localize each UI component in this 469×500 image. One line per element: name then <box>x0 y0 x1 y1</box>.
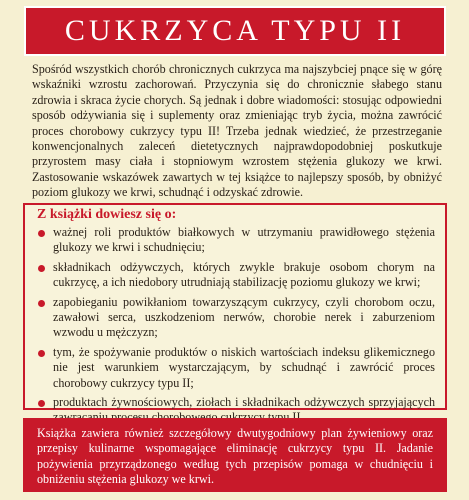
list-item-text: zapobieganiu powikłaniom towarzyszącym cukrzycy, czyli chorobom oczu, zawałowi serca, uszkodzeniom nerwów, chorobie nerek i zaburzeniom wzwodu u mężczyzn; <box>53 294 435 340</box>
learn-list <box>37 225 435 426</box>
bullet-icon <box>38 265 45 272</box>
bullet-icon <box>38 230 45 237</box>
list-item <box>37 295 435 341</box>
learn-box <box>23 203 447 410</box>
list-item <box>37 260 435 291</box>
list-item-text: produktach żywnościowych, ziołach i składnikach odżywczych sprzyjających <box>53 395 435 410</box>
list-item-text: tym, że spożywanie produktów o niskich wartościach indeksu glikemicznego nie jest warunkiem wystarczającym, by schudnąć i zawrócić proces chorobowy cukrzycy typu II; <box>53 344 435 390</box>
learn-heading: Z książki dowiesz się o: <box>37 207 177 222</box>
bottom-note-text: Książka zawiera również szczegółowy dwutygodniowy plan żywieniowy oraz przepisy kulinarne wspomagające eliminację cukrzycy typu II. Jadanie pożywienia przyrządzonego według tych przepisów pomaga w chudnięciu i obniżeniu stężenia glukozy we krwi. <box>37 426 433 487</box>
page-title: CUKRZYCA TYPU II <box>64 14 406 47</box>
bullet-icon <box>38 300 45 307</box>
list-item <box>37 225 435 256</box>
bullet-icon <box>38 400 45 407</box>
title-banner <box>24 6 446 56</box>
bottom-note-box <box>23 418 447 492</box>
bullet-icon <box>38 350 45 357</box>
intro-paragraph: Spośród wszystkich chorób chronicznych cukrzyca ma najszybciej pnące się w górę wskaźniki wzrostu zachorowań. Przyczynia się do chronicznie słabego stanu zdrowia i skraca życie chorych. Są jednak i dobre wiadomości: stosując odpowiedni sposób odżywiania się i suplementy oraz zmieniając tryb życia, można zawrócić proces chorobowy cukrzycy typu II! Trzeba jednak wiedzieć, że przestrzeganie konwencjonalnych zaleceń dietetycznych najprawdopodobniej poskutkuje przyrostem masy ciała i stopniowym wzrostem stężenia glukozy we krwi. Zastosowanie wskazówek zawartych w tej książce to najlepszy sposób, by obniżyć poziom glukozy we krwi, schudnąć i odzyskać zdrowie. <box>32 62 442 200</box>
list-item <box>37 345 435 391</box>
list-item-text: ważnej roli produktów białkowych w utrzymaniu prawidłowego stężenia glukozy we krwi i schudnięciu; <box>53 225 435 255</box>
list-item-text: składnikach odżywczych, których zwykle brakuje osobom chorym na cukrzycę, a ich niedobory utrudniają stabilizację poziomu glukozy we krwi; <box>53 259 435 290</box>
